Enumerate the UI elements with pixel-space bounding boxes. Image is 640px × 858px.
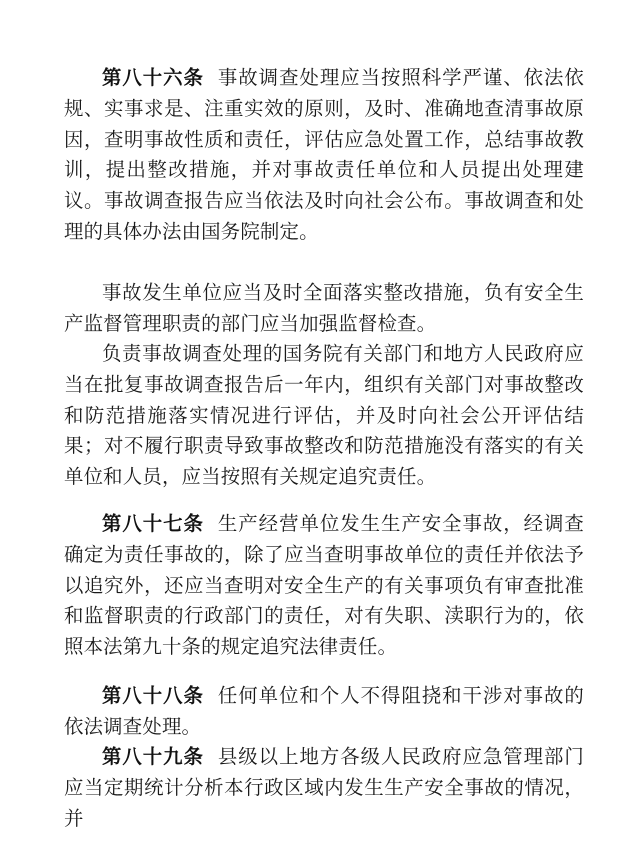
paragraph-article-88 — [64, 681, 584, 743]
article-86-text: 事故调查处理应当按照科学严谨、依法依规、实事求是、注重实效的原则，及时、准确地查清事故原因，查明事故性质和责任，评估应急处置工作，总结事故教训，提出整改措施，并对事故责任单位和人员提出处理建议。事故调查报告应当依法及时向社会公布。事故调查和处理的具体办法由国务院制定。 — [64, 66, 585, 243]
article-87-text: 生产经营单位发生生产安全事故，经调查确定为责任事故的，除了应当查明事故单位的责任并依法予以追究外，还应当查明对安全生产的有关事项负有审查批准和监督职责的行政部门的责任，对有失职、渎职行为的，依照本法第九十条的规定追究法律责任。 — [64, 512, 585, 659]
article-heading-88: 第八十八条 — [102, 684, 204, 707]
article-88-text: 任何单位和个人不得阻挠和干涉对事故的依法调查处理。 — [64, 684, 585, 738]
paragraph-article-87 — [64, 509, 584, 663]
article-heading-89: 第八十九条 — [102, 745, 204, 768]
article-89-text: 县级以上地方各级人民政府应急管理部门应当定期统计分析本行政区域内发生生产安全事故的情况，并 — [64, 745, 585, 830]
article-heading-86: 第八十六条 — [102, 66, 204, 89]
article-heading-87: 第八十七条 — [102, 512, 204, 535]
article-86-clause-2-text: 事故发生单位应当及时全面落实整改措施，负有安全生产监督管理职责的部门应当加强监督检查。 — [64, 281, 584, 335]
paragraph-article-86 — [64, 63, 584, 248]
article-86-clause-3-text: 负责事故调查处理的国务院有关部门和地方人民政府应当在批复事故调查报告后一年内，组织有关部门对事故整改和防范措施落实情况进行评估，并及时向社会公开评估结果；对不履行职责导致事故整改和防范措施没有落实的有关单位和人员，应当按照有关规定追究责任。 — [64, 342, 584, 489]
paragraph-article-89 — [64, 742, 584, 834]
paragraph-86-clause-3 — [64, 339, 584, 493]
paragraph-86-clause-2 — [64, 278, 584, 340]
